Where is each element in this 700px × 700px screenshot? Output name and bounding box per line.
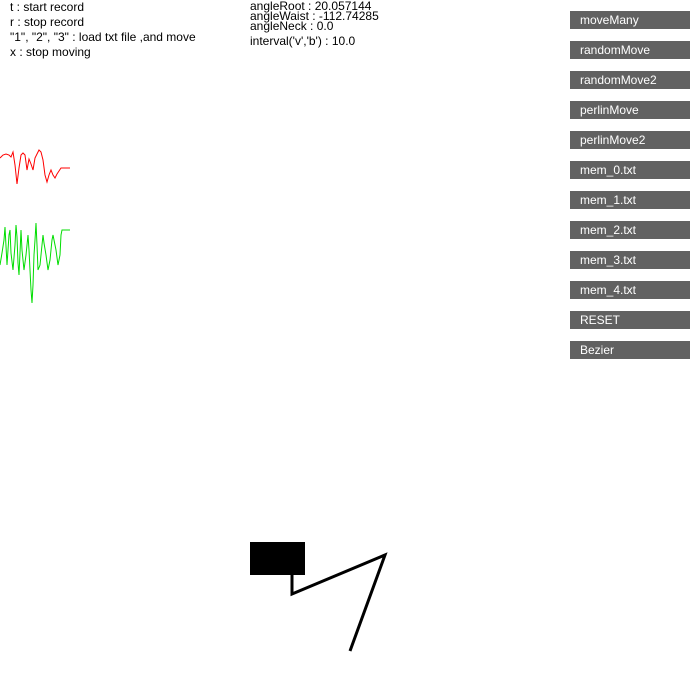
mem-1-button[interactable]: mem_1.txt	[570, 191, 690, 209]
perlin-move-button[interactable]: perlinMove	[570, 101, 690, 119]
green-waveform-graph	[0, 215, 75, 310]
control-button-panel	[570, 11, 690, 371]
keyboard-help	[10, 0, 196, 60]
mem-3-button[interactable]: mem_3.txt	[570, 251, 690, 269]
angle-neck-readout: angleNeck : 0.0	[250, 19, 334, 33]
interval-readout: interval('v','b') : 10.0	[250, 34, 356, 48]
mem-0-button[interactable]: mem_0.txt	[570, 161, 690, 179]
angle-waist-readout: angleWaist : -112.74285	[250, 9, 379, 23]
red-waveform-graph	[0, 140, 75, 190]
robot-arm-segments	[292, 555, 385, 651]
random-move-button[interactable]: randomMove	[570, 41, 690, 59]
random-move-2-button[interactable]: randomMove2	[570, 71, 690, 89]
green-waveform-line	[0, 223, 70, 303]
move-many-button[interactable]: moveMany	[570, 11, 690, 29]
bezier-button[interactable]: Bezier	[570, 341, 690, 359]
reset-button[interactable]: RESET	[570, 311, 690, 329]
help-line-stop-moving: x : stop moving	[10, 45, 91, 59]
robot-arm-head-block	[250, 542, 305, 575]
mem-4-button[interactable]: mem_4.txt	[570, 281, 690, 299]
help-line-load-file: "1", "2", "3" : load txt file ,and move	[10, 30, 196, 44]
red-waveform-line	[0, 150, 70, 184]
help-line-start-record: t : start record	[10, 0, 85, 14]
angle-root-readout: angleRoot : 20.057144	[250, 0, 372, 13]
robot-arm-canvas	[245, 535, 395, 660]
mem-2-button[interactable]: mem_2.txt	[570, 221, 690, 239]
help-line-stop-record: r : stop record	[10, 15, 85, 29]
perlin-move-2-button[interactable]: perlinMove2	[570, 131, 690, 149]
